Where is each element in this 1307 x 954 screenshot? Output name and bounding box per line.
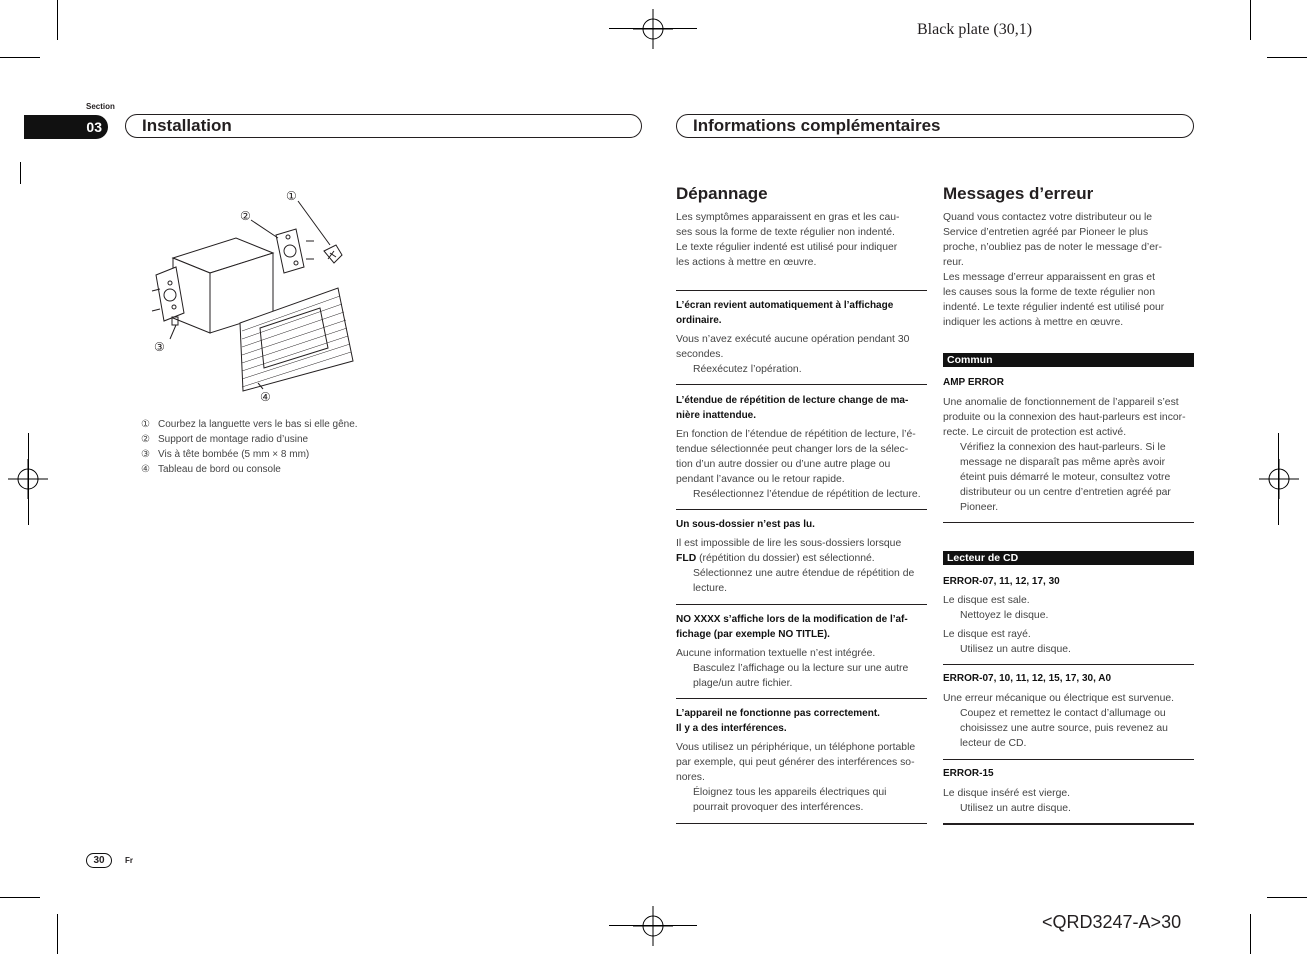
error-title: ERROR-07, 10, 11, 12, 15, 17, 30, A0: [943, 673, 1112, 684]
installation-diagram: [148, 183, 368, 408]
crop-mark: [609, 28, 697, 29]
plate-label: Black plate (30,1): [917, 21, 1033, 38]
caption-item: ① Courbez la languette vers le bas si elle gêne.: [141, 419, 358, 430]
registration-mark-icon: [1259, 459, 1299, 499]
section-number: 03: [24, 115, 108, 139]
divider: [676, 823, 927, 824]
error-body: Une anomalie de fonctionnement de l’appareil s’est produite ou la connexion des haut-parleurs est incor- recte. Le circuit de protection est activé. Vérifiez la connexion des haut-parleurs. Si le message ne disparaît pas même après avoir éteint puis démarré le moteur, consultez votre distributeur ou un centre d’entretien agréé par Pioneer.: [943, 397, 1186, 513]
crop-mark: [28, 433, 29, 525]
symptom-body: Vous utilisez un périphérique, un téléphone portable par exemple, qui peut générer des interférences so- nores. Éloignez tous les appareils électriques qui pourrait provoquer des interférences.: [676, 742, 916, 813]
divider: [943, 823, 1194, 825]
error-title: AMP ERROR: [943, 377, 1004, 388]
symptom-title: Un sous-dossier n’est pas lu.: [676, 519, 815, 530]
band-commun: Commun: [943, 353, 1194, 367]
crop-mark: [1250, 0, 1251, 40]
caption-item: ② Support de montage radio d’usine: [141, 434, 309, 445]
error-title: ERROR-07, 11, 12, 17, 30: [943, 576, 1060, 587]
section-header-informations: Informations complémentaires: [676, 114, 1194, 138]
divider: [676, 384, 927, 385]
caption-item: ④ Tableau de bord ou console: [141, 464, 281, 475]
crop-mark: [1278, 433, 1279, 525]
caption-item: ③ Vis à tête bombée (5 mm × 8 mm): [141, 449, 310, 460]
callout-1: ①: [286, 189, 297, 203]
crop-mark: [0, 897, 40, 898]
error-body: Le disque inséré est vierge. Utilisez un autre disque.: [943, 788, 1071, 814]
crop-mark: [1267, 57, 1307, 58]
symptom-body: Vous n’avez exécuté aucune opération pendant 30 secondes. Réexécutez l’opération.: [676, 334, 910, 375]
page-number: 30: [86, 853, 112, 868]
symptom-body: En fonction de l’étendue de répétition de lecture, l’é- tendue sélectionnée peut changer lors de la sélec- tion d’un autre dossier ou d’une autre plage ou pendant l’avance ou le retour rapide. Resélectionnez l’étendue de répétition de lecture.: [676, 429, 921, 500]
messages-title: Messages d’erreur: [943, 184, 1094, 203]
band-lecteur-cd: Lecteur de CD: [943, 551, 1194, 565]
crop-mark: [609, 925, 697, 926]
language-code: Fr: [125, 856, 133, 865]
crop-mark: [1250, 914, 1251, 954]
crop-mark: [0, 57, 40, 58]
section-header-installation: Installation: [125, 114, 642, 138]
error-body: Une erreur mécanique ou électrique est survenue. Coupez et remettez le contact d’allumage ou choisissez une autre source, puis revenez au lecteur de CD.: [943, 693, 1175, 749]
crop-mark: [1267, 897, 1307, 898]
divider: [943, 759, 1194, 760]
symptom-title: L’étendue de répétition de lecture change de ma- nière inattendue.: [676, 395, 909, 421]
error-body: Le disque est rayé. Utilisez un autre disque.: [943, 629, 1071, 655]
callout-4: ④: [260, 390, 271, 404]
divider: [943, 664, 1194, 665]
depannage-title: Dépannage: [676, 184, 768, 203]
divider: [676, 290, 927, 291]
symptom-title: L’écran revient automatiquement à l’affichage ordinaire.: [676, 300, 894, 326]
divider: [676, 604, 927, 605]
divider: [676, 698, 927, 699]
callout-3: ③: [154, 340, 165, 354]
symptom-title: NO XXXX s’affiche lors de la modification de l’af- fichage (par exemple NO TITLE).: [676, 614, 908, 640]
messages-intro: Quand vous contactez votre distributeur ou le Service d’entretien agréé par Pioneer le plus proche, n’oubliez pas de noter le message d’er- reur. Les message d’erreur apparaissent en gras et les causes sous la forme de texte régulier non indenté. Le texte régulier indenté est utilisé pour indiquer les actions à mettre en œuvre.: [943, 212, 1165, 328]
symptom-body: Aucune information textuelle n’est intégrée. Basculez l’affichage ou la lecture sur une autre plage/un autre fichier.: [676, 648, 909, 689]
crop-mark: [57, 914, 58, 954]
symptom-title: L’appareil ne fonctionne pas correctement. Il y a des interférences.: [676, 708, 880, 734]
section-label: Section: [86, 102, 115, 111]
symptom-body: Il est impossible de lire les sous-dossiers lorsque FLD (répétition du dossier) est sélectionné. Sélectionnez une autre étendue de répétition de lecture.: [676, 538, 915, 594]
divider: [676, 509, 927, 510]
error-title: ERROR-15: [943, 768, 994, 779]
divider: [943, 522, 1194, 523]
crop-mark: [57, 0, 58, 40]
registration-mark-icon: [633, 906, 673, 946]
margin-mark: [20, 162, 21, 184]
depannage-intro: Les symptômes apparaissent en gras et les cau- ses sous la forme de texte régulier non indenté. Le texte régulier indenté est utilisé pour indiquer les actions à mettre en œuvre.: [676, 212, 900, 268]
registration-mark-icon: [633, 9, 673, 49]
document-code: <QRD3247-A>30: [1042, 912, 1182, 932]
error-body: Le disque est sale. Nettoyez le disque.: [943, 595, 1049, 621]
callout-2: ②: [240, 209, 251, 223]
